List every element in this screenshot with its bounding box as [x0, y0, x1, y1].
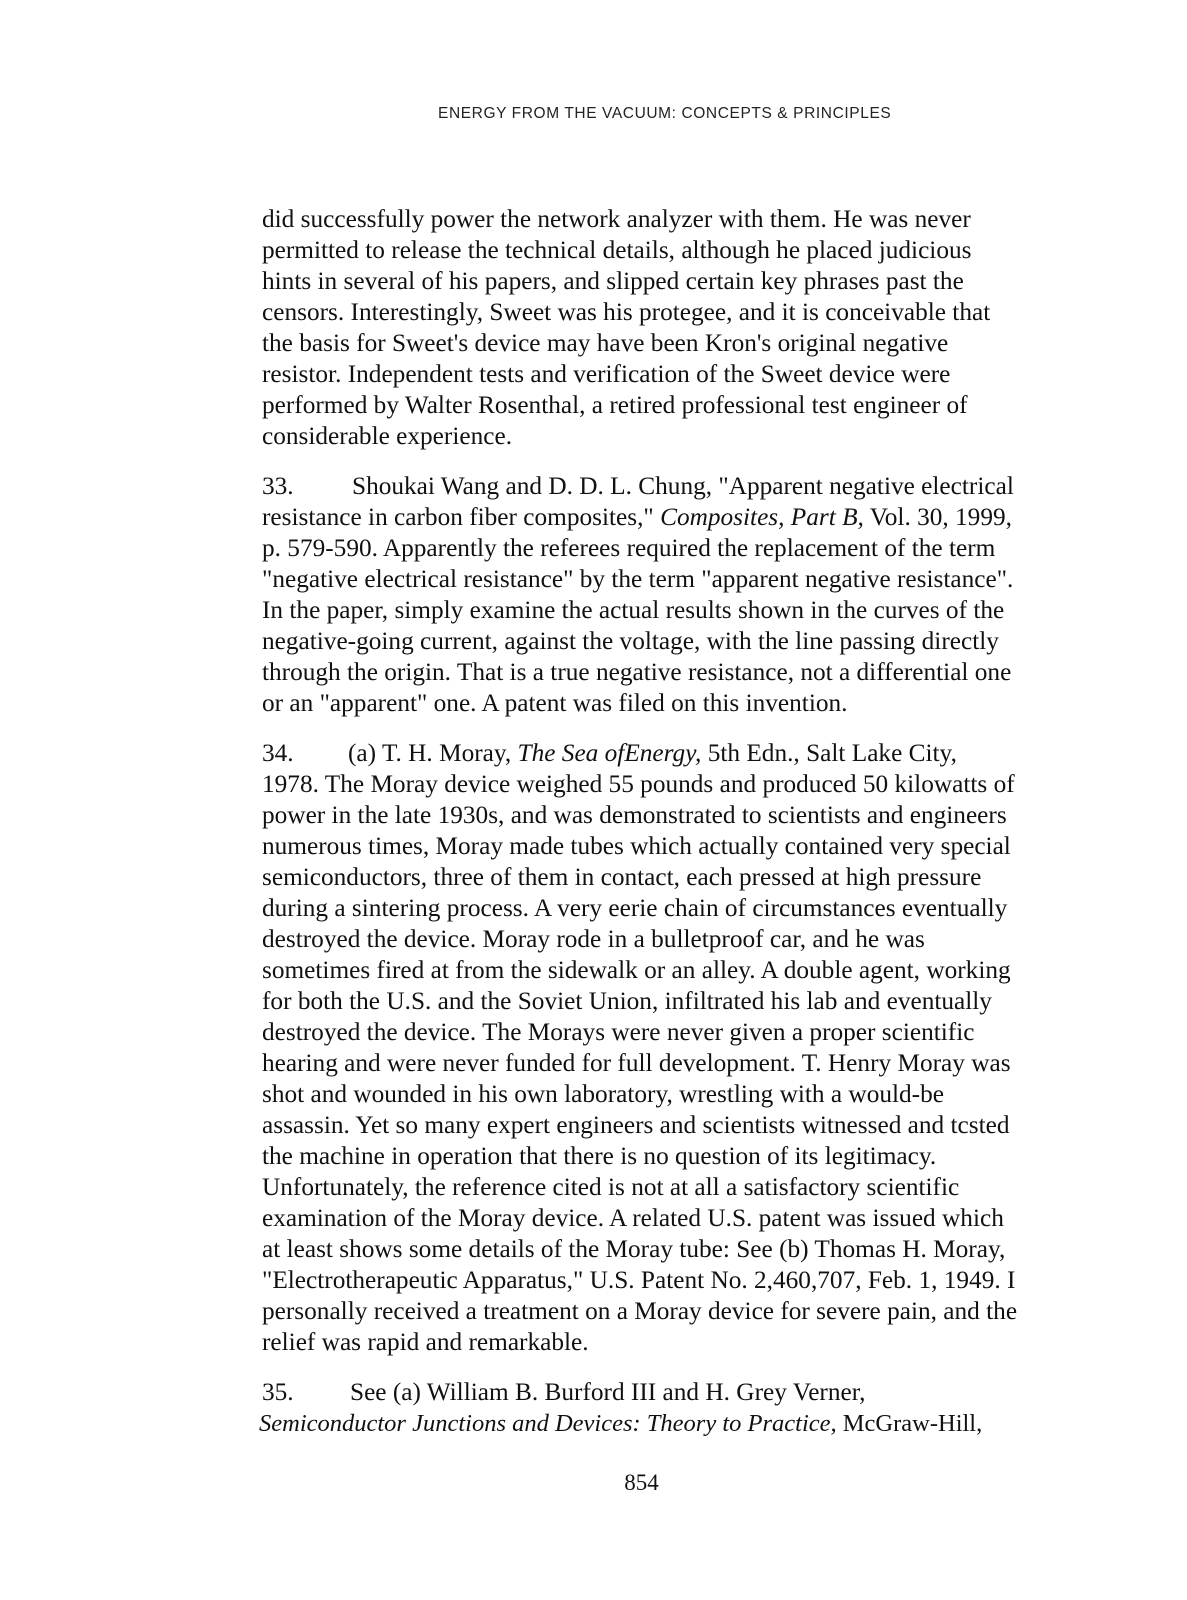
text-line: did successfully power the network analyzer with them. He was never [262, 205, 971, 233]
text-line: power in the late 1930s, and was demonstrated to scientists and engineers [262, 801, 1007, 829]
text-line: destroyed the device. The Morays were never given a proper scientific [262, 1018, 975, 1046]
text-line: or an "apparent" one. A patent was filed on this invention. [262, 689, 848, 717]
text-line: during a sintering process. A very eerie chain of circumstances eventually [262, 894, 1008, 922]
running-header: ENERGY FROM THE VACUUM: CONCEPTS & PRINCIPLES [438, 105, 892, 122]
book-title: The Sea ofEnergy, [517, 739, 702, 767]
text-line: for both the U.S. and the Soviet Union, infiltrated his lab and eventually [262, 987, 992, 1015]
text-line: at least shows some details of the Moray tube: See (b) Thomas H. Moray, [262, 1235, 1006, 1263]
text-line: "Electrotherapeutic Apparatus," U.S. Patent No. 2,460,707, Feb. 1, 1949. I [262, 1266, 1016, 1294]
note-text: resistance in carbon fiber composites," [262, 503, 661, 531]
text-line: assassin. Yet so many expert engineers and scientists witnessed and tcsted [262, 1111, 1010, 1139]
note-35 [259, 1377, 1102, 1439]
text-line: relief was rapid and remarkable. [262, 1328, 589, 1356]
text-line: performed by Walter Rosenthal, a retired professional test engineer of [262, 391, 968, 419]
note-number: 34. [262, 739, 294, 767]
page-number: 854 [624, 1470, 659, 1495]
note-text: 5th Edn., Salt Lake City, [701, 739, 957, 767]
text-line: "negative electrical resistance" by the term "apparent negative resistance". [262, 565, 1014, 593]
note-34 [262, 738, 1102, 1358]
text-line: Unfortunately, the reference cited is not at all a satisfactory scientific [262, 1173, 960, 1201]
note-text: (a) T. H. Moray, [348, 739, 518, 767]
text-line: destroyed the device. Moray rode in a bulletproof car, and he was [262, 925, 925, 953]
text-line: permitted to release the technical details, although he placed judicious [262, 236, 972, 264]
journal-title: Composites, Part B, [660, 503, 864, 531]
note-text: McGraw-Hill, [836, 1410, 983, 1437]
text-line: personally received a treatment on a Moray device for severe pain, and the [262, 1297, 1018, 1325]
note-number: 33. [262, 472, 294, 500]
text-line: negative-going current, against the voltage, with the line passing directly [262, 627, 999, 655]
text-line: sometimes fired at from the sidewalk or an alley. A double agent, working [262, 956, 1011, 984]
text-line: semiconductors, three of them in contact, each pressed at high pressure [262, 863, 982, 891]
text-line: the machine in operation that there is no question of its legitimacy. [262, 1142, 937, 1170]
note-33 [262, 471, 1102, 719]
text-line: examination of the Moray device. A related U.S. patent was issued which [262, 1204, 1004, 1232]
note-citation-line [259, 1408, 1102, 1439]
note-text: Vol. 30, 1999, [863, 503, 1012, 531]
note-text: Shoukai Wang and D. D. L. Chung, "Apparent negative electrical [352, 472, 1014, 500]
note-text: See (a) William B. Burford III and H. Grey Verner, [350, 1378, 866, 1406]
text-line: hearing and were never funded for full development. T. Henry Moray was [262, 1049, 1011, 1077]
text-line: 1978. The Moray device weighed 55 pounds and produced 50 kilowatts of [262, 770, 1015, 798]
text-line: through the origin. That is a true negative resistance, not a differential one [262, 658, 1012, 686]
paragraph-continuation [262, 204, 1102, 452]
note-first-line [262, 1377, 1102, 1408]
text-line: resistor. Independent tests and verification of the Sweet device were [262, 360, 951, 388]
note-first-line [262, 738, 1102, 769]
book-title: Semiconductor Junctions and Devices: Theory to Practice, [259, 1410, 837, 1437]
text-line: censors. Interestingly, Sweet was his protegee, and it is conceivable that [262, 298, 991, 326]
text-line: In the paper, simply examine the actual results shown in the curves of the [262, 596, 1005, 624]
text-line: the basis for Sweet's device may have been Kron's original negative [262, 329, 949, 357]
note-citation-line [262, 502, 1102, 533]
text-line: shot and wounded in his own laboratory, wrestling with a would-be [262, 1080, 944, 1108]
body-text [259, 204, 1102, 1458]
text-line: considerable experience. [262, 422, 513, 450]
text-line: hints in several of his papers, and slipped certain key phrases past the [262, 267, 964, 295]
note-first-line [262, 471, 1102, 502]
text-line: numerous times, Moray made tubes which actually contained very special [262, 832, 1011, 860]
text-line: p. 579-590. Apparently the referees required the replacement of the term [262, 534, 996, 562]
note-number: 35. [262, 1378, 294, 1406]
